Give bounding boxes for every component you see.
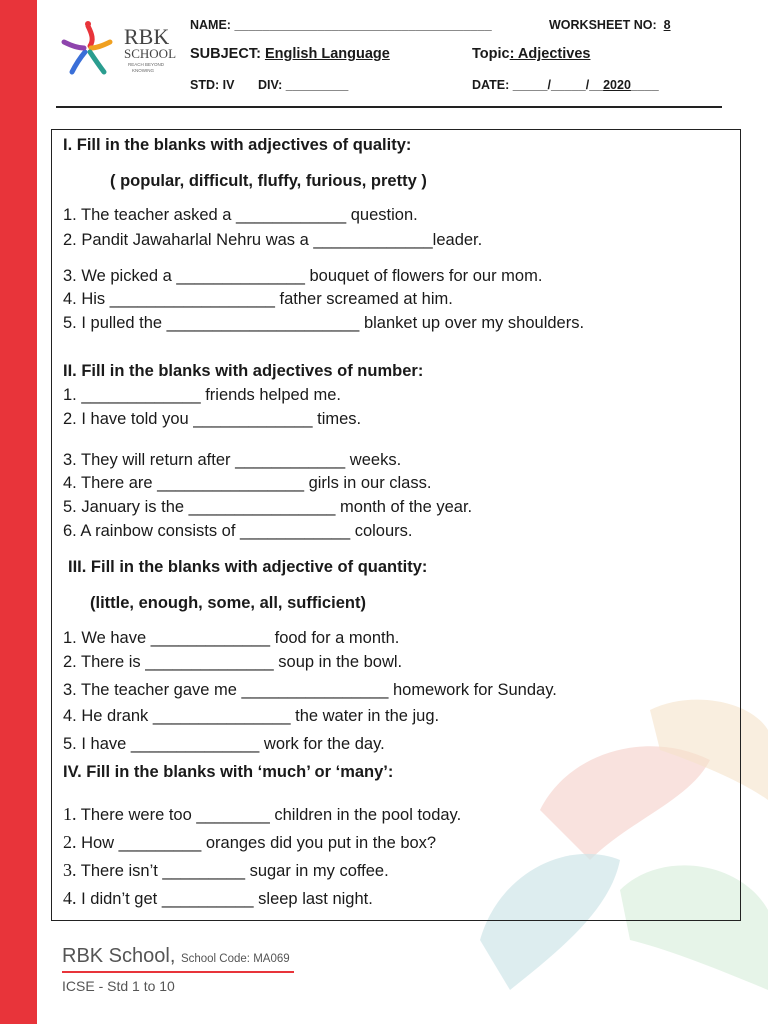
section-3-item: 2. There is ______________ soup in the bowl. xyxy=(63,653,403,671)
date-field xyxy=(472,78,659,92)
item-text: There isn’t _________ sugar in my coffee. xyxy=(80,862,389,880)
section-3-item: 3. The teacher gave me ________________ homework for Sunday. xyxy=(63,681,557,699)
item-text: There were too ________ children in the pool today. xyxy=(80,806,462,824)
item-number: 4. xyxy=(63,888,77,908)
section-2-item: 2. I have told you _____________ times. xyxy=(63,410,362,428)
section-2-item: 4. There are ________________ girls in our class. xyxy=(63,474,432,492)
section-2-item: 6. A rainbow consists of ____________ colours. xyxy=(63,522,413,540)
section-2-heading: II. Fill in the blanks with adjectives of number: xyxy=(63,362,424,380)
footer-accent-line xyxy=(62,971,294,973)
star-hands-icon xyxy=(64,21,112,72)
name-field: NAME: _____________________________________ xyxy=(190,18,492,32)
section-1-item: 2. Pandit Jawaharlal Nehru was a _____________leader. xyxy=(63,231,483,249)
logo-text-school: SCHOOL xyxy=(124,46,177,61)
section-3-item: 1. We have _____________ food for a month. xyxy=(63,629,400,647)
date-year: 2020 xyxy=(603,78,631,92)
worksheet-value: 8 xyxy=(663,18,671,32)
section-4-item xyxy=(63,804,461,825)
date-tail: ____ xyxy=(630,78,659,92)
worksheet-number xyxy=(549,18,671,32)
header-divider xyxy=(56,106,722,108)
logo-tagline-2: KNOWING xyxy=(132,68,154,73)
item-text: How _________ oranges did you put in the box? xyxy=(81,834,437,852)
footer-board: ICSE - Std 1 to 10 xyxy=(62,978,175,994)
section-4-item xyxy=(63,888,373,909)
section-3-item: 4. He drank _______________ the water in the jug. xyxy=(63,707,440,725)
footer-school: RBK School, xyxy=(62,945,176,967)
section-3-heading: III. Fill in the blanks with adjective of quantity: xyxy=(68,558,428,576)
section-3-item: 5. I have ______________ work for the day. xyxy=(63,735,385,753)
item-text: I didn’t get __________ sleep last night. xyxy=(81,890,373,908)
section-3-options: (little, enough, some, all, sufficient) xyxy=(90,594,366,612)
topic-field xyxy=(472,46,590,62)
subject-field xyxy=(190,46,390,62)
section-1-heading: I. Fill in the blanks with adjectives of quality: xyxy=(63,136,412,154)
std-field: STD: IV xyxy=(190,78,235,92)
topic-value: : Adjectives xyxy=(509,46,591,62)
footer-school-name xyxy=(62,945,290,968)
footer-school-code: School Code: MA069 xyxy=(180,953,290,965)
section-1-options: ( popular, difficult, fluffy, furious, pretty ) xyxy=(110,172,427,190)
subject-label: SUBJECT: xyxy=(190,46,261,62)
logo-text-rbk: RBK xyxy=(124,24,170,49)
section-1-item: 1. The teacher asked a ____________ question. xyxy=(63,206,418,224)
left-accent-bar xyxy=(0,0,37,1024)
section-2-item: 5. January is the ________________ month of the year. xyxy=(63,498,473,516)
section-1-item: 5. I pulled the _____________________ blanket up over my shoulders. xyxy=(63,314,585,332)
section-4-heading: IV. Fill in the blanks with ‘much’ or ‘many’: xyxy=(63,763,394,781)
date-label: DATE: _____/_____/__ xyxy=(472,78,604,92)
worksheet-label: WORKSHEET NO: xyxy=(549,18,657,32)
subject-value: English Language xyxy=(264,46,390,62)
logo-tagline-1: REACH BEYOND xyxy=(128,62,165,67)
item-number: 1. xyxy=(63,804,77,824)
section-1-item: 4. His __________________ father screamed at him. xyxy=(63,290,453,308)
item-number: 2. xyxy=(63,832,77,852)
section-4-item xyxy=(63,860,389,881)
section-2-item: 1. _____________ friends helped me. xyxy=(63,386,341,404)
div-field: DIV: _________ xyxy=(258,78,349,92)
section-4-item xyxy=(63,832,436,853)
topic-label: Topic xyxy=(472,46,510,62)
school-logo xyxy=(58,20,188,82)
item-number: 3. xyxy=(63,860,77,880)
section-1-item: 3. We picked a ______________ bouquet of flowers for our mom. xyxy=(63,267,543,285)
section-2-item: 3. They will return after ____________ weeks. xyxy=(63,451,402,469)
